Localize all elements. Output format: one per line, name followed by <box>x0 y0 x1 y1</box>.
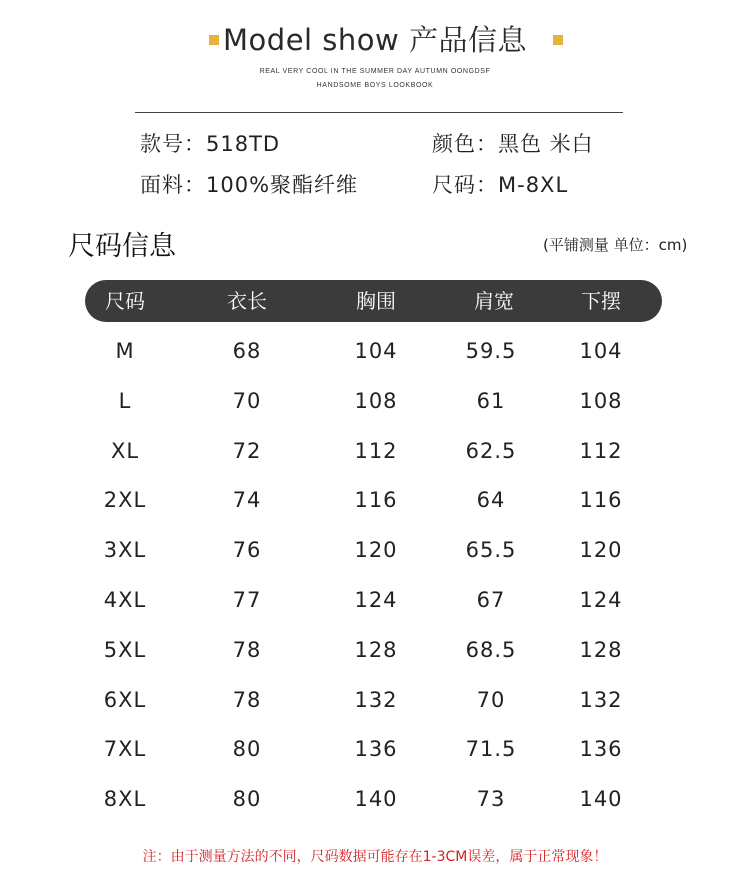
cell-shoulder: 62.5 <box>465 438 517 463</box>
fabric-info: 面料：100%聚酯纤维 <box>140 173 359 197</box>
cell-hem: 120 <box>579 538 623 563</box>
cell-chest: 128 <box>354 637 398 662</box>
table-row <box>0 724 750 774</box>
header-chest: 胸围 <box>356 289 396 313</box>
cell-shoulder: 59.5 <box>465 339 517 363</box>
table-header <box>85 280 662 322</box>
cell-size: 4XL <box>103 588 147 612</box>
table-row <box>0 475 750 525</box>
cell-chest: 104 <box>354 339 398 363</box>
cell-chest: 124 <box>354 588 398 612</box>
cell-chest: 136 <box>354 737 398 762</box>
cell-length: 72 <box>232 438 262 463</box>
right-accent-square <box>553 35 563 45</box>
table-row <box>0 575 750 625</box>
cell-chest: 116 <box>354 488 398 513</box>
header-length: 衣长 <box>227 289 267 313</box>
cell-size: M <box>115 339 135 363</box>
cell-size: 7XL <box>103 737 147 762</box>
cell-chest: 108 <box>354 388 398 413</box>
cell-size: 2XL <box>103 488 147 513</box>
cell-shoulder: 73 <box>476 787 506 812</box>
table-row <box>0 675 750 725</box>
color-info: 颜色：黑色 米白 <box>432 132 594 156</box>
size-range-info: 尺码：M-8XL <box>432 173 569 197</box>
cell-hem: 136 <box>579 737 623 762</box>
cell-length: 68 <box>232 339 262 363</box>
cell-length: 80 <box>232 787 262 812</box>
cell-length: 78 <box>232 637 262 662</box>
cell-shoulder: 70 <box>476 687 506 712</box>
table-row <box>0 326 750 376</box>
cell-hem: 128 <box>579 637 623 662</box>
size-section-title: 尺码信息 <box>68 231 176 262</box>
footer-note: 注：由于测量方法的不同，尺码数据可能存在1-3CM误差，属于正常现象！ <box>142 849 608 865</box>
cell-shoulder: 64 <box>476 488 506 513</box>
cell-hem: 140 <box>579 787 623 812</box>
style-number: 款号：518TD <box>140 132 281 156</box>
subtitle-line-2: HANDSOME BOYS LOOKBOOK <box>316 82 434 89</box>
cell-shoulder: 67 <box>476 588 506 612</box>
cell-hem: 116 <box>579 488 623 513</box>
cell-chest: 120 <box>354 538 398 563</box>
table-row <box>0 625 750 675</box>
header-shoulder: 肩宽 <box>474 289 514 313</box>
cell-hem: 124 <box>579 588 623 612</box>
cell-length: 77 <box>232 588 262 612</box>
page-title: Model show 产品信息 <box>223 23 527 57</box>
cell-length: 80 <box>232 737 262 762</box>
cell-hem: 132 <box>579 687 623 712</box>
cell-chest: 132 <box>354 687 398 712</box>
cell-size: 6XL <box>103 687 147 712</box>
table-row <box>0 376 750 426</box>
unit-note: (平铺测量 单位：cm) <box>543 236 688 254</box>
cell-chest: 112 <box>354 438 398 463</box>
cell-size: XL <box>110 438 140 463</box>
cell-length: 74 <box>232 488 262 513</box>
cell-shoulder: 71.5 <box>465 737 517 762</box>
divider <box>135 112 623 113</box>
cell-hem: 108 <box>579 388 623 413</box>
cell-length: 78 <box>232 687 262 712</box>
cell-shoulder: 61 <box>476 388 506 413</box>
table-row <box>0 525 750 575</box>
cell-length: 70 <box>232 388 262 413</box>
subtitle-line-1: REAL VERY COOL IN THE SUMMER DAY AUTUMN OONGDSF <box>259 68 491 75</box>
cell-size: 5XL <box>103 637 147 662</box>
table-row <box>0 774 750 824</box>
cell-chest: 140 <box>354 787 398 812</box>
table-row <box>0 426 750 476</box>
header-hem: 下摆 <box>581 289 621 313</box>
cell-shoulder: 65.5 <box>465 538 517 563</box>
cell-hem: 112 <box>579 438 623 463</box>
cell-size: 8XL <box>103 787 147 812</box>
cell-size: L <box>118 388 132 413</box>
cell-length: 76 <box>232 538 262 563</box>
cell-shoulder: 68.5 <box>465 637 517 662</box>
cell-size: 3XL <box>103 538 147 563</box>
header-size: 尺码 <box>105 289 145 313</box>
cell-hem: 104 <box>579 339 623 363</box>
